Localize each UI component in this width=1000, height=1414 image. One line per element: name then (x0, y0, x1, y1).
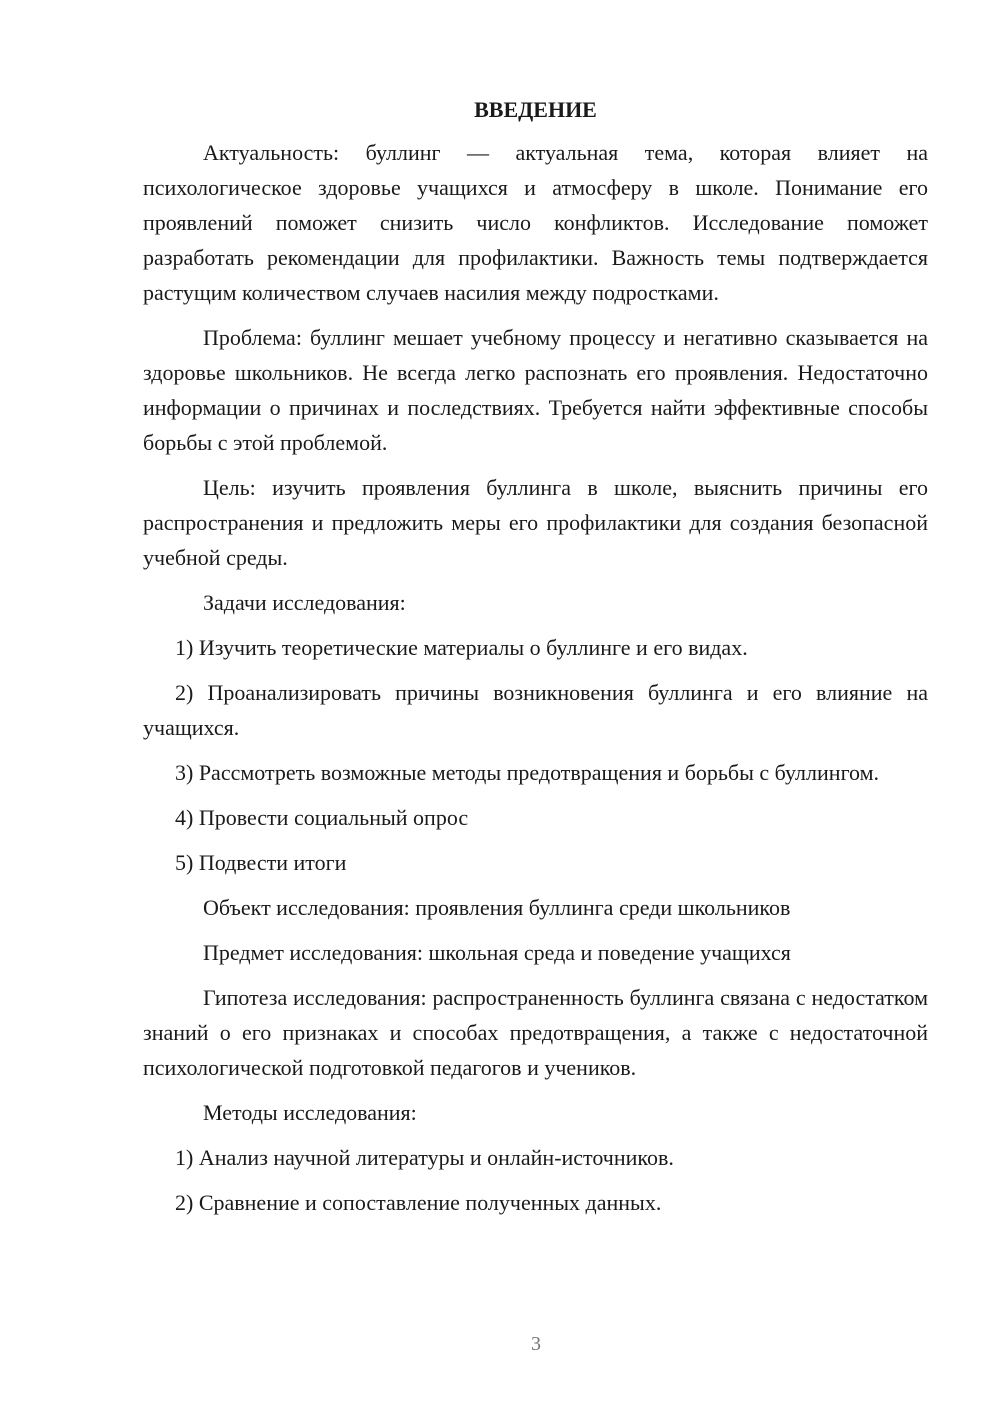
tasks-heading: Задачи исследования: (203, 590, 406, 615)
goal-paragraph: Цель: изучить проявления буллинга в школе, выяснить причины его распространения и предложить меры его профилактики для создания безопасной учебной среды. (143, 475, 928, 570)
task-item-2: 2) Проанализировать причины возникновения буллинга и его влияние на учащихся. (143, 680, 928, 740)
method-item-1: 1) Анализ научной литературы и онлайн-источников. (175, 1145, 674, 1170)
document-page (143, 92, 928, 1230)
page-number: 3 (531, 1333, 541, 1355)
methods-heading: Методы исследования: (203, 1100, 417, 1125)
object-paragraph: Объект исследования: проявления буллинга среди школьников (203, 895, 791, 920)
problem-paragraph: Проблема: буллинг мешает учебному процессу и негативно сказывается на здоровье школьников. Не всегда легко распознать его проявления. Недостаточно информации о причинах и последствиях. Требуется найти эффективные способы борьбы с этой проблемой. (143, 325, 928, 455)
task-item-1: 1) Изучить теоретические материалы о буллинге и его видах. (175, 635, 748, 660)
relevance-paragraph: Актуальность: буллинг — актуальная тема, которая влияет на психологическое здоровье учащихся и атмосферу в школе. Понимание его проявлений поможет снизить число конфликтов. Исследование поможет разработать рекомендации для профилактики. Важность темы подтверждается растущим количеством случаев насилия между подростками. (143, 140, 928, 305)
task-item-3: 3) Рассмотреть возможные методы предотвращения и борьбы с буллингом. (175, 760, 880, 785)
hypothesis-paragraph: Гипотеза исследования: распространенность буллинга связана с недостатком знаний о его признаках и способах предотвращения, а также с недостаточной психологической подготовкой педагогов и учеников. (143, 985, 928, 1080)
page-title: ВВЕДЕНИЕ (474, 97, 597, 122)
method-item-2: 2) Сравнение и сопоставление полученных данных. (175, 1190, 662, 1215)
task-item-5: 5) Подвести итоги (175, 850, 347, 875)
subject-paragraph: Предмет исследования: школьная среда и поведение учащихся (203, 940, 791, 965)
task-item-4: 4) Провести социальный опрос (175, 805, 469, 830)
